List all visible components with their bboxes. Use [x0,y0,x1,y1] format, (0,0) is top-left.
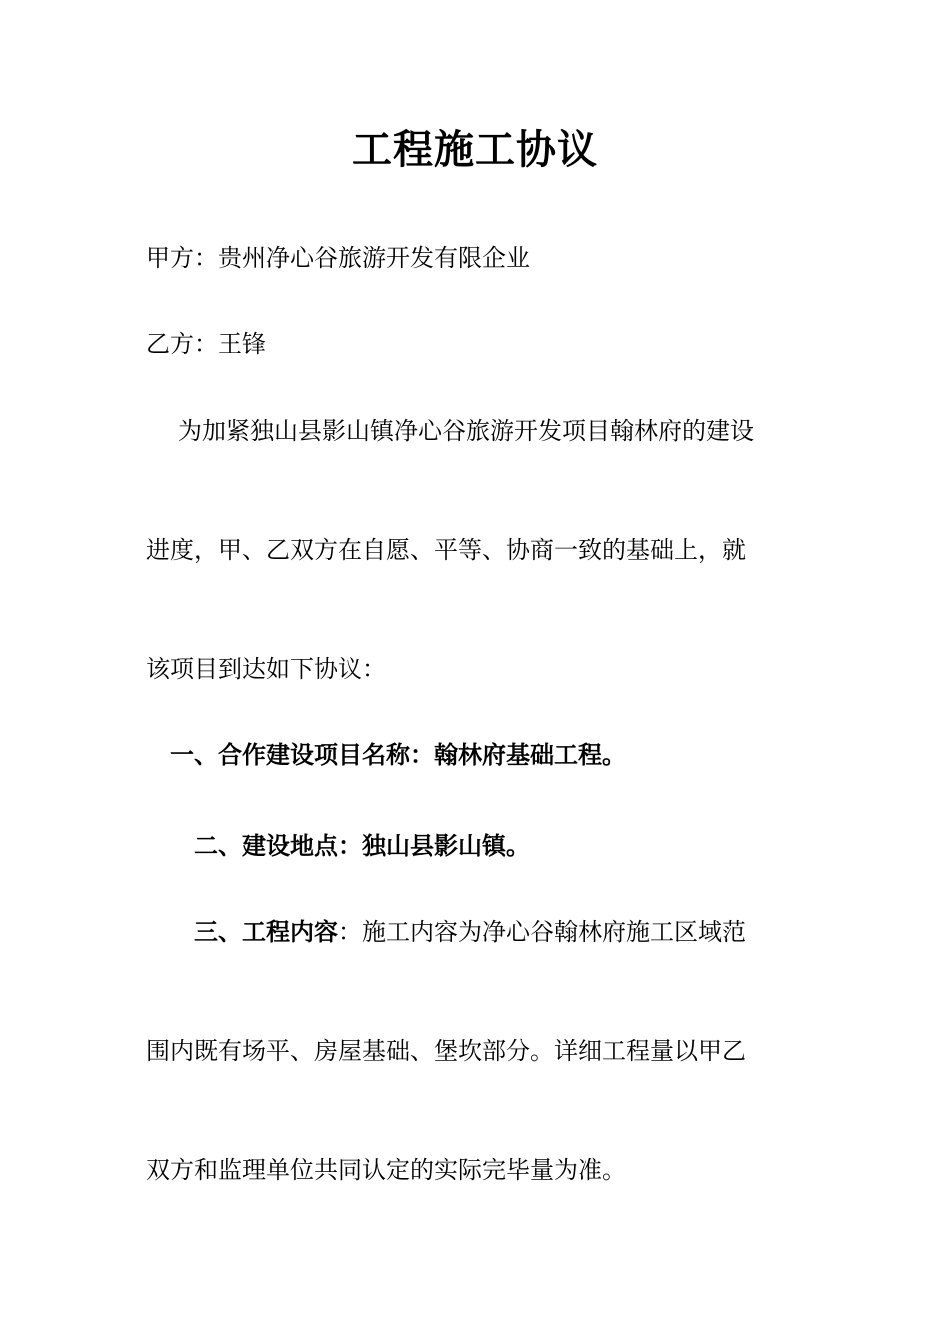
party-b-line: 乙方：王锋 [146,330,266,358]
section-3-line-3: 双方和监理单位共同认定的实际完毕量为准。 [146,1156,626,1184]
section-1-project-name: 一、合作建设项目名称：翰林府基础工程。 [170,740,626,769]
intro-line-3: 该项目到达如下协议： [146,655,386,683]
section-2-location: 二、建设地点：独山县影山镇。 [194,831,530,860]
section-3-line-1 [194,915,746,949]
section-3-colon: ： [338,918,362,946]
intro-line-2: 进度，甲、乙双方在自愿、平等、协商一致的基础上，就 [146,536,746,564]
party-a-line: 甲方：贵州净心谷旅游开发有限企业 [146,244,530,272]
intro-line-1: 为加紧独山县影山镇净心谷旅游开发项目翰林府的建设 [178,417,754,445]
section-3-heading: 三、工程内容 [194,917,338,946]
document-title: 工程施工协议 [352,126,598,173]
section-3-line-2: 围内既有场平、房屋基础、堡坎部分。详细工程量以甲乙 [146,1037,746,1065]
section-3-line-1-text: 施工内容为净心谷翰林府施工区域范 [362,918,746,946]
